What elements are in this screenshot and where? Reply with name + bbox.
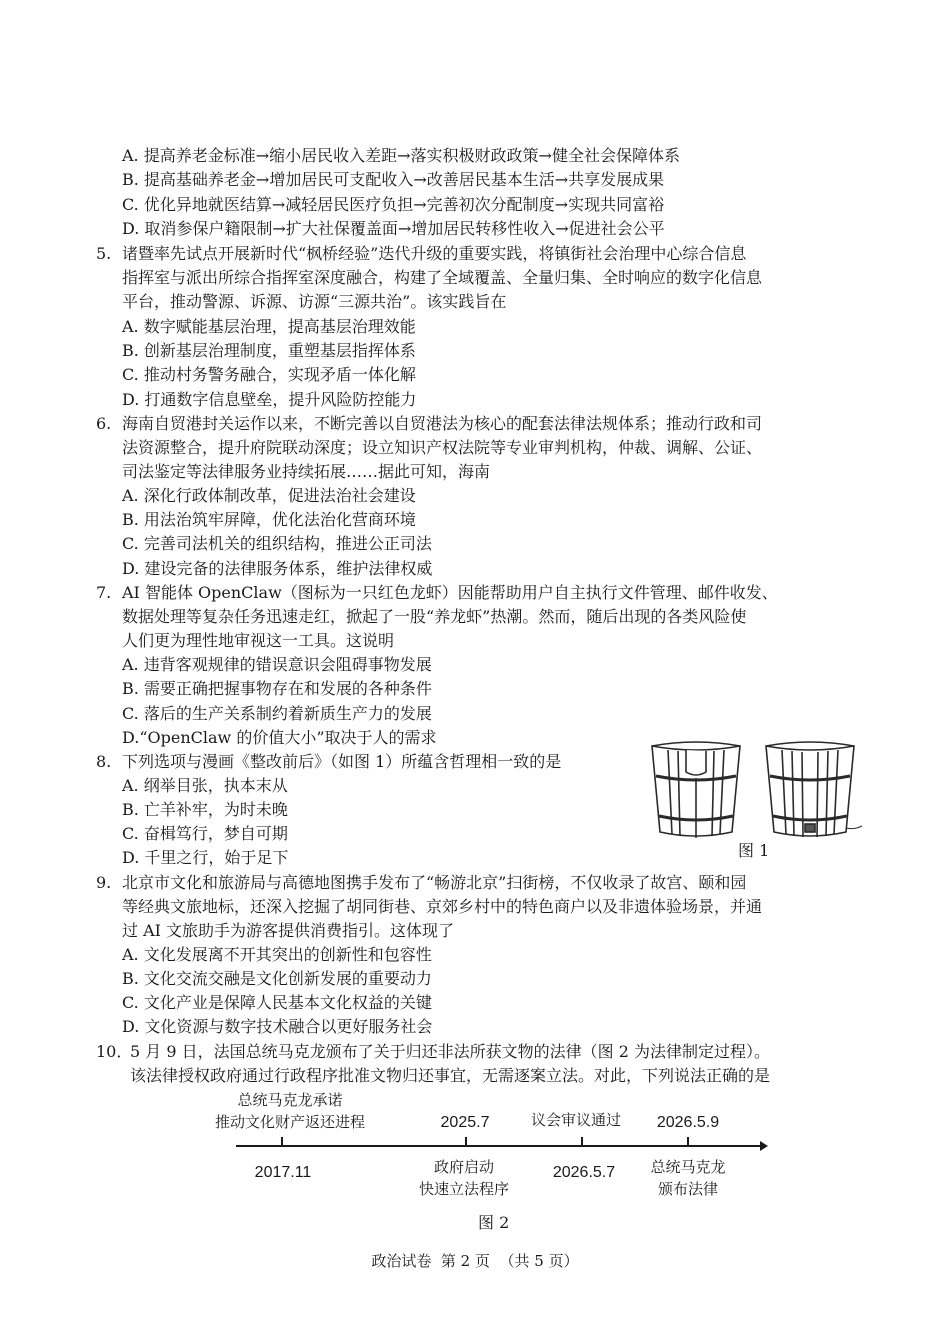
q5-stem-line-2: 指挥室与派出所综合指挥室深度融合，构建了全域覆盖、全量归集、全时响应的数字化信息 — [122, 268, 763, 287]
timeline-below-2-line-2: 快速立法程序 — [418, 1180, 509, 1198]
q7-option-b: B. 需要正确把握事物存在和发展的各种条件 — [122, 679, 432, 698]
q5-option-d: D. 打通数字信息壁垒，提升风险防控能力 — [122, 390, 417, 409]
q10-stem-line-1: 5 月 9 日，法国总统马克龙颁布了关于归还非法所获文物的法律（图 2 为法律制定过程）。 — [130, 1042, 770, 1061]
q7-stem-line-1: AI 智能体 OpenClaw（图标为一只红色龙虾）因能帮助用户自主执行文件管理、邮件收发、 — [122, 583, 778, 602]
q6-option-a: A. 深化行政体制改革，促进法治社会建设 — [122, 486, 416, 505]
timeline-above-1-line-1: 总统马克龙承诺 — [237, 1091, 343, 1109]
q9-stem-line-1: 北京市文化和旅游局与高德地图携手发布了“畅游北京”扫街榜，不仅收录了故宫、颐和园 — [122, 873, 747, 892]
timeline-above-1-line-2: 推动文化财产返还进程 — [214, 1113, 365, 1131]
q9-option-d: D. 文化资源与数字技术融合以更好服务社会 — [122, 1017, 433, 1036]
timeline-above-4-date: 2026.5.9 — [656, 1114, 720, 1131]
q9-stem-line-2: 等经典文旅地标，还深入挖掘了胡同街巷、京郊乡村中的特色商户以及非遗体验场景，并通 — [122, 897, 763, 916]
q9-option-b: B. 文化交流交融是文化创新发展的重要动力 — [122, 969, 432, 988]
q4-option-d: D. 取消参保户籍限制→扩大社保覆盖面→增加居民转移性收入→促进社会公平 — [122, 219, 665, 238]
q8-option-b: B. 亡羊补牢，为时未晚 — [122, 800, 288, 819]
bucket-after-icon — [766, 742, 862, 837]
q8-stem-line-1: 下列选项与漫画《整改前后》（如图 1）所蕴含哲理相一致的是 — [122, 752, 562, 771]
q5-option-b: B. 创新基层治理制度，重塑基层指挥体系 — [122, 341, 416, 360]
timeline-below-2 — [404, 1156, 524, 1200]
q8-number: 8. — [96, 752, 112, 771]
q10-number: 10． — [96, 1042, 133, 1061]
q9-option-c: C. 文化产业是保障人民基本文化权益的关键 — [122, 993, 432, 1012]
q6-stem-line-3: 司法鉴定等法律服务业持续拓展……据此可知，海南 — [122, 462, 491, 481]
timeline-above-3: 议会审议通过 — [530, 1111, 621, 1129]
q6-number: 6. — [96, 414, 112, 433]
timeline-below-1-date: 2017.11 — [254, 1164, 312, 1181]
q7-option-d: D.“OpenClaw 的价值大小”取决于人的需求 — [122, 728, 437, 747]
q6-stem-line-2: 法资源整合，提升府院联动深度；设立知识产权法院等专业审判机构，仲裁、调解、公证、 — [122, 438, 763, 457]
q6-option-d: D. 建设完备的法律服务体系，维护法律权威 — [122, 559, 433, 578]
timeline-axis — [230, 1136, 770, 1156]
q10-stem-line-2: 该法律授权政府通过行政程序批准文物归还事宜，无需逐案立法。对此，下列说法正确的是 — [130, 1066, 771, 1085]
q4-option-b: B. 提高基础养老金→增加居民可支配收入→改善居民基本生活→共享发展成果 — [122, 170, 665, 189]
bucket-before-icon — [652, 742, 740, 838]
timeline-below-4 — [628, 1156, 748, 1200]
figure-1-buckets — [648, 732, 864, 844]
q7-stem-line-2: 数据处理等复杂任务迅速走红，掀起了一股“养龙虾”热潮。然而，随后出现的各类风险使 — [122, 607, 747, 626]
q8-option-a: A. 纲举目张，执本末从 — [122, 776, 288, 795]
q4-option-a: A. 提高养老金标准→缩小居民收入差距→落实积极财政政策→健全社会保障体系 — [122, 146, 680, 165]
figure-1-caption: 图 1 — [738, 841, 770, 860]
q9-number: 9. — [96, 873, 112, 892]
timeline-below-3-date: 2026.5.7 — [552, 1164, 616, 1181]
figure-2-caption: 图 2 — [478, 1213, 510, 1232]
q9-stem-line-3: 过 AI 文旅助手为游客提供消费指引。这体现了 — [122, 921, 455, 940]
q5-option-c: C. 推动村务警务融合，实现矛盾一体化解 — [122, 365, 416, 384]
q4-option-c: C. 优化异地就医结算→减轻居民医疗负担→完善初次分配制度→实现共同富裕 — [122, 195, 665, 214]
timeline-above-1 — [200, 1089, 380, 1133]
q7-option-c: C. 落后的生产关系制约着新质生产力的发展 — [122, 704, 432, 723]
q5-option-a: A. 数字赋能基层治理，提高基层治理效能 — [122, 317, 416, 336]
timeline-below-2-line-1: 政府启动 — [433, 1158, 494, 1176]
q6-stem-line-1: 海南自贸港封关运作以来，不断完善以自贸港法为核心的配套法律法规体系；推动行政和司 — [122, 414, 763, 433]
timeline-above-2-date: 2025.7 — [440, 1114, 490, 1131]
timeline-below-4-line-2: 颁布法律 — [657, 1180, 718, 1198]
timeline-below-4-line-1: 总统马克龙 — [650, 1158, 726, 1176]
q7-number: 7. — [96, 583, 112, 602]
page-footer: 政治试卷 第 2 页 （共 5 页） — [371, 1252, 579, 1270]
q6-option-b: B. 用法治筑牢屏障，优化法治化营商环境 — [122, 510, 416, 529]
q5-stem-line-1: 诸暨率先试点开展新时代“枫桥经验”迭代升级的重要实践，将镇街社会治理中心综合信息 — [122, 244, 747, 263]
q7-option-a: A. 违背客观规律的错误意识会阻碍事物发展 — [122, 655, 432, 674]
q9-option-a: A. 文化发展离不开其突出的创新性和包容性 — [122, 945, 432, 964]
q5-number: 5. — [96, 244, 112, 263]
q5-stem-line-3: 平台，推动警源、诉源、访源“三源共治”。该实践旨在 — [122, 292, 507, 311]
q6-option-c: C. 完善司法机关的组织结构，推进公正司法 — [122, 534, 432, 553]
q8-option-d: D. 千里之行，始于足下 — [122, 848, 289, 867]
q8-option-c: C. 奋楫笃行，梦自可期 — [122, 824, 288, 843]
q7-stem-line-3: 人们更为理性地审视这一工具。这说明 — [122, 631, 395, 650]
